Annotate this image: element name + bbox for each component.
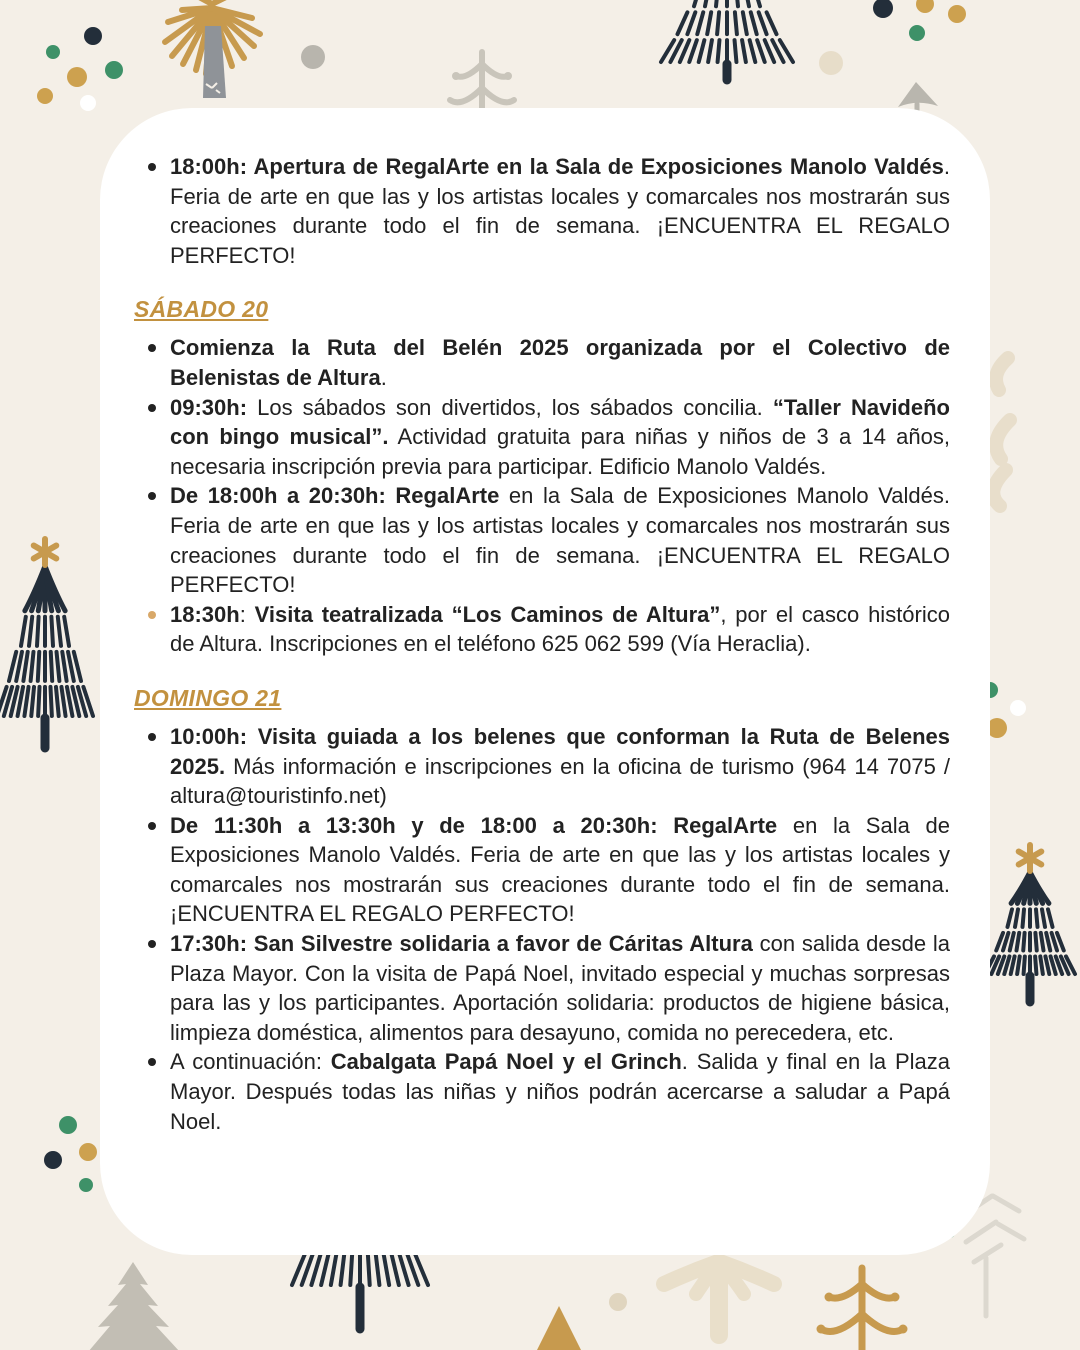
event-text-bold: De 18:00h a 20:30h: RegalArte	[170, 483, 500, 509]
bullet-dot	[148, 163, 156, 171]
day-section	[134, 152, 950, 270]
event-item	[148, 333, 950, 392]
day-heading: SÁBADO 20	[134, 296, 269, 323]
bullet-dot	[148, 1058, 156, 1066]
day-heading: DOMINGO 21	[134, 684, 282, 711]
event-text: Más información e inscripciones en la oficina de turismo (964 14 7075 / altura@touristinfo.net)	[170, 753, 950, 809]
event-item	[148, 1047, 950, 1136]
beige-palm-icon	[664, 1262, 774, 1335]
event-text: Los sábados son divertidos, los sábados concilia.	[247, 394, 773, 420]
event-text-bold: Visita teatralizada “Los Caminos de Altura”	[254, 601, 721, 627]
event-item	[148, 152, 950, 270]
event-text-bold: 10:00h: Visita guiada a los belenes que conforman la Ruta de Belenes 2025.	[170, 723, 950, 779]
gray-dot	[301, 45, 325, 69]
confetti-dots-top-left	[37, 27, 123, 111]
event-text-bold: “Taller Navideño con bingo musical”.	[170, 394, 950, 450]
event-text: . Feria de arte en que las y los artistas locales y comarcales nos mostrarán sus creaciones durante todo el fin de semana. ¡ENCUENTRA EL REGALO PERFECTO!	[170, 154, 950, 268]
event-text-bold: 18:30h	[170, 601, 240, 627]
event-list	[134, 152, 950, 270]
event-item	[148, 929, 950, 1047]
event-list	[134, 722, 950, 1136]
hatch-tree-right-icon	[985, 845, 1075, 1002]
event-text-bold: 09:30h:	[170, 394, 248, 420]
event-text: en la Sala de Exposiciones Manolo Valdés. Feria de arte en que las y los artistas locales y comarcales nos mostrarán sus creaciones durante todo el fin de semana. ¡ENCUENTRA EL REGALO PERFECTO!	[170, 483, 950, 598]
gold-triangle-tree-icon	[536, 1306, 582, 1350]
event-text: . Salida y final en la Plaza Mayor. Después todas las niñas y niños podrán acercarse a saludar a Papá Noel.	[170, 1049, 950, 1134]
bullet-dot	[148, 733, 156, 741]
event-text: :	[239, 601, 255, 627]
event-item	[148, 481, 950, 599]
event-text: Actividad gratuita para niñas y niños de 3 a 14 años, necesaria inscripción previa para participar. Edificio Manolo Valdés.	[170, 424, 950, 479]
day-section	[134, 683, 950, 1136]
event-text-bold: De 11:30h a 13:30h y de 18:00 a 20:30h: RegalArte	[170, 812, 778, 838]
event-item	[148, 600, 950, 659]
bullet-dot	[148, 822, 156, 830]
swirl-tree-gold-icon	[817, 1268, 908, 1350]
swirl-tree-gray-icon	[450, 52, 514, 112]
event-text-bold: Cabalgata Papá Noel y el Grinch	[330, 1049, 682, 1075]
event-item	[148, 811, 950, 929]
bullet-dot	[148, 404, 156, 412]
beige-curls-icon	[993, 358, 1010, 506]
event-text-bold: Comienza la Ruta del Belén 2025 organizada por el Colectivo de Belenistas de Altura	[170, 335, 950, 390]
event-list	[134, 333, 950, 659]
beige-dot-bottom	[609, 1293, 627, 1311]
event-text-bold: 17:30h: San Silvestre solidaria a favor de Cáritas Altura	[170, 931, 753, 957]
event-text: con salida desde la Plaza Mayor. Con la visita de Papá Noel, invitado especial y muchas sorpresas para las y los participantes. Aportación solidaria: productos de higiene básica, limpieza doméstica, alimentos para desayuno, comida no perecedera, etc.	[170, 931, 950, 1045]
bullet-dot	[148, 940, 156, 948]
event-item	[148, 722, 950, 811]
event-text: .	[380, 364, 387, 390]
program-card	[100, 108, 990, 1255]
bullet-dot	[148, 492, 156, 500]
confetti-dots-bottom-left	[44, 1116, 97, 1192]
event-sections	[134, 152, 950, 1136]
bullet-dot	[148, 344, 156, 352]
hatch-tree-left-icon	[0, 539, 93, 748]
confetti-dots-top-right	[819, 0, 966, 75]
event-text: en la Sala de Exposiciones Manolo Valdés. Feria de arte en que las y los artistas locales y comarcales nos mostrarán sus creaciones durante todo el fin de semana. ¡ENCUENTRA EL REGALO PERFECTO!	[170, 812, 950, 927]
gray-pine-icon	[88, 1262, 180, 1350]
event-text: A continuación:	[170, 1049, 331, 1075]
hatch-tree-top-right-icon	[661, 0, 793, 80]
event-text: , por el casco histórico de Altura. Inscripciones en el teléfono 625 062 599 (Vía Heraclia).	[170, 601, 950, 657]
event-item	[148, 393, 950, 482]
bullet-dot	[148, 611, 156, 619]
event-text-bold: 18:00h: Apertura de RegalArte en la Sala de Exposiciones Manolo Valdés	[170, 154, 944, 179]
day-section	[134, 294, 950, 659]
